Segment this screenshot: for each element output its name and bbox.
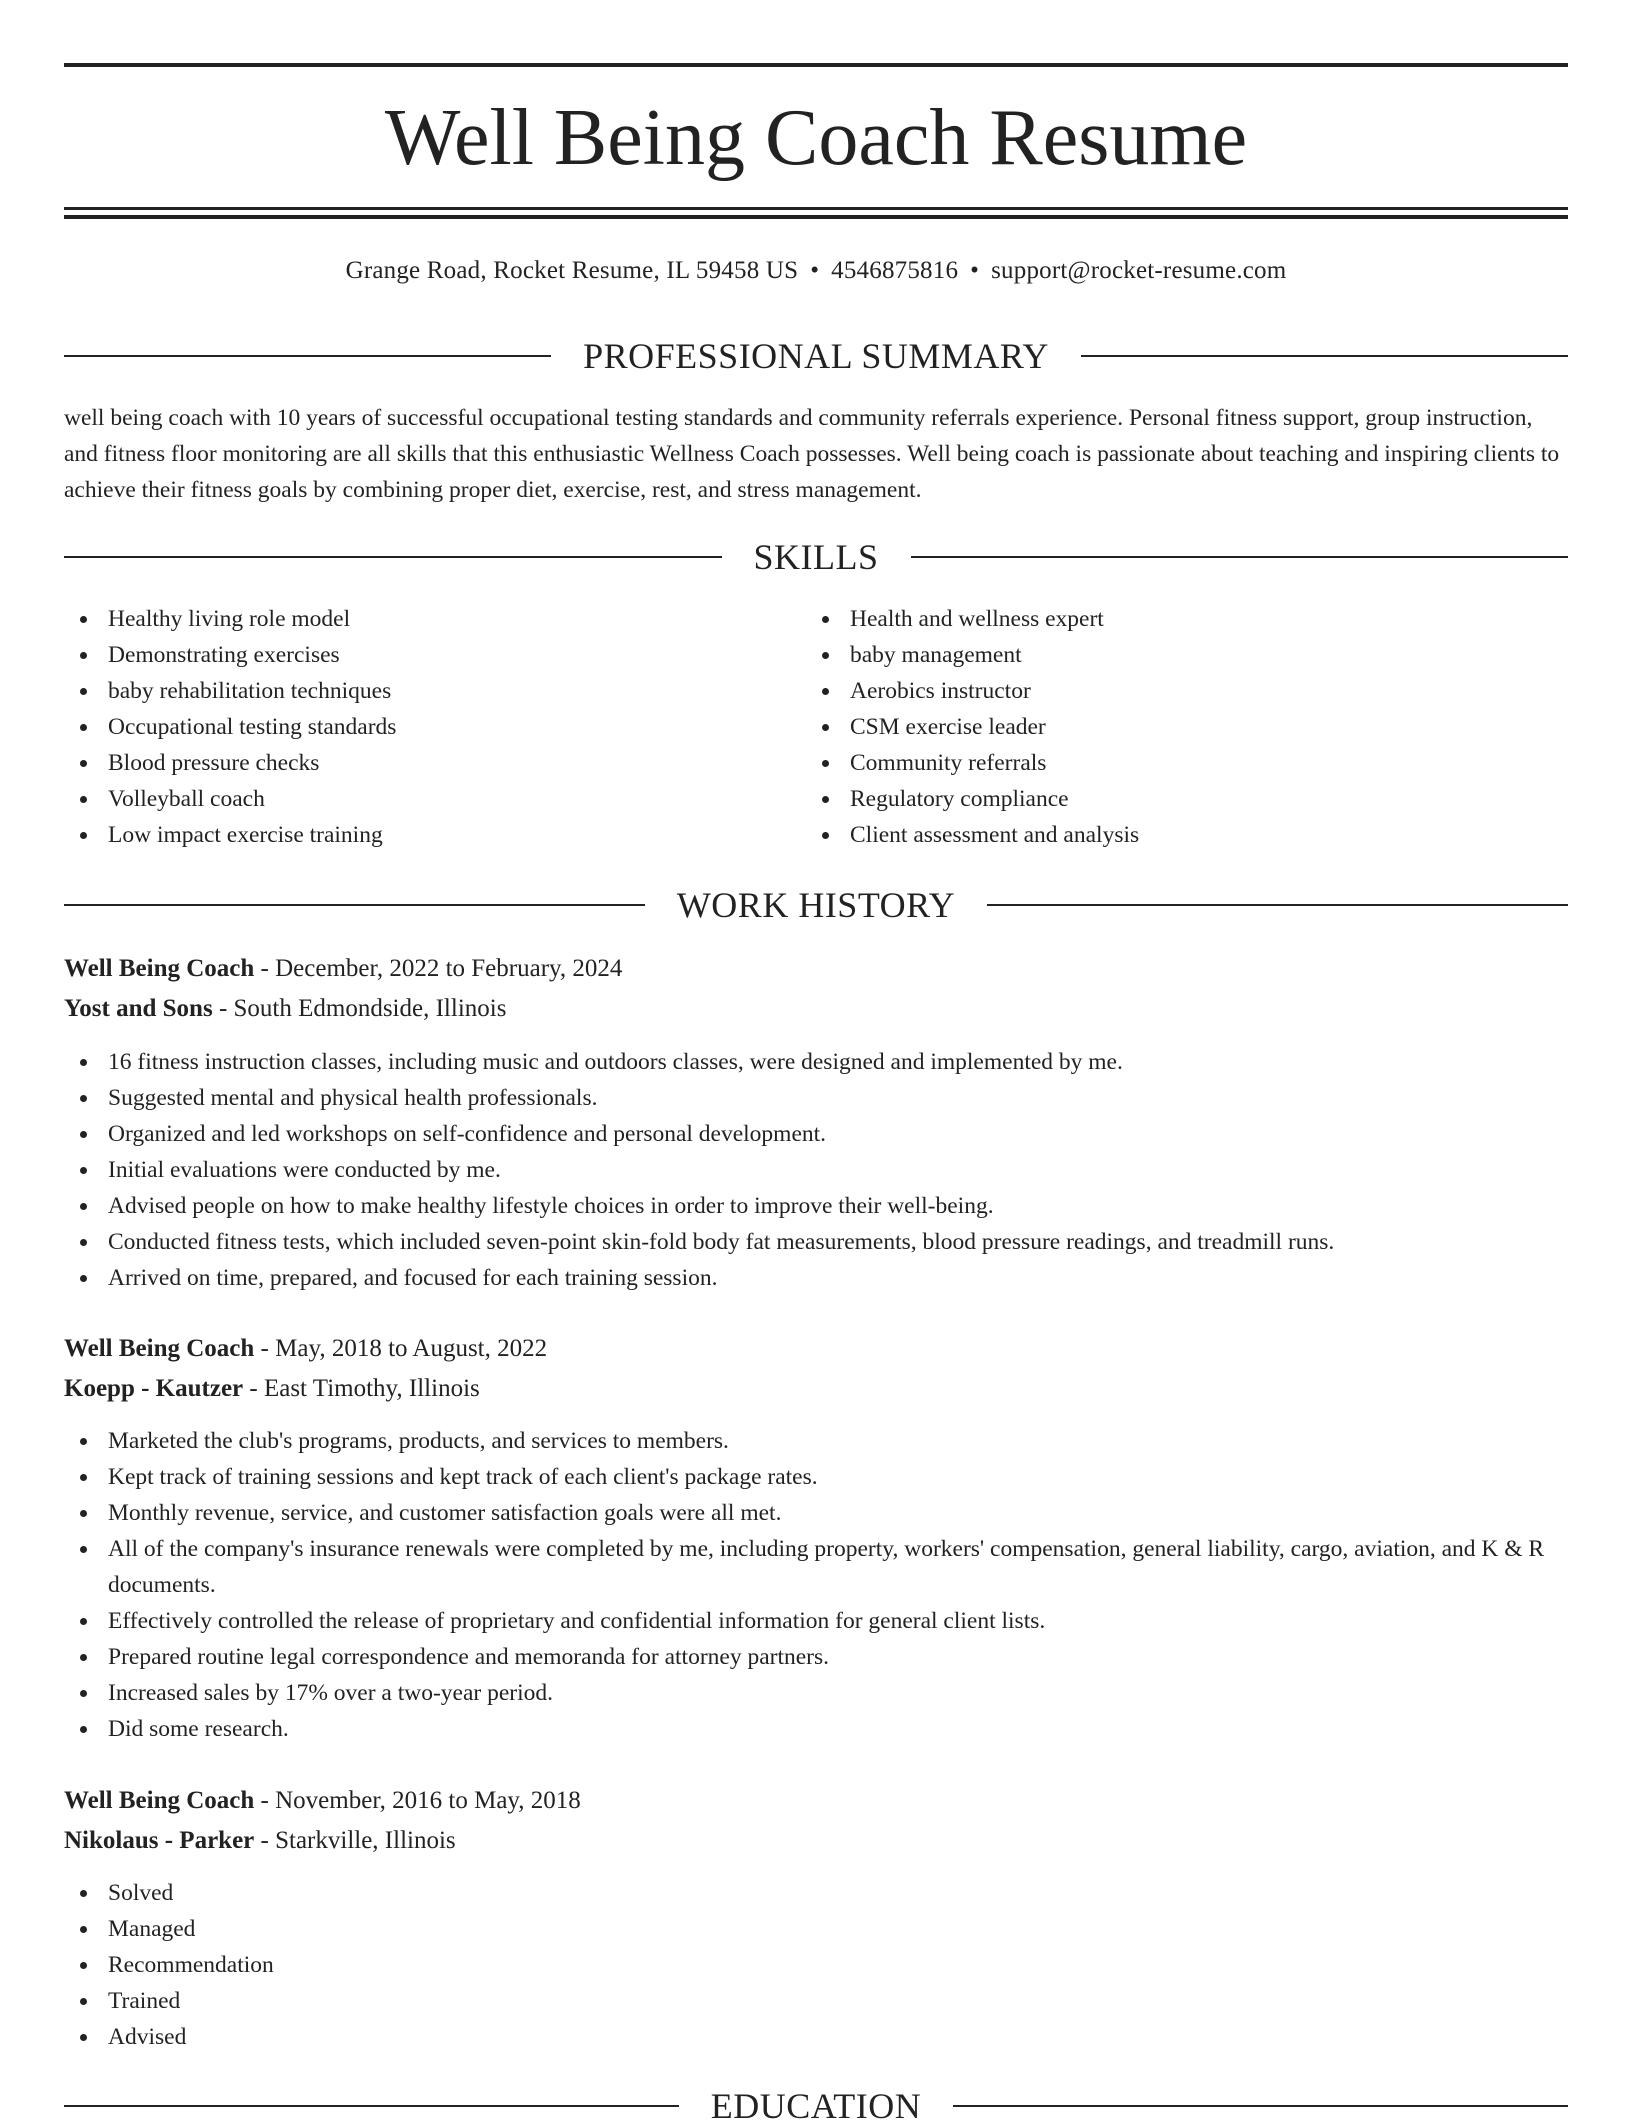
list-item: All of the company's insurance renewals were completed by me, including property, workers' compensation, general liability, cargo, aviation, and K & R documents. bbox=[64, 1531, 1568, 1603]
list-item: Blood pressure checks bbox=[64, 745, 804, 781]
contact-address: Grange Road, Rocket Resume, IL 59458 US bbox=[345, 257, 799, 284]
job-company-line bbox=[64, 990, 1568, 1028]
list-item: Arrived on time, prepared, and focused for each training session. bbox=[64, 1260, 1568, 1296]
job-company: Nikolaus - Parker bbox=[64, 1827, 255, 1854]
job-title: Well Being Coach bbox=[64, 1335, 255, 1362]
top-rule bbox=[64, 63, 1568, 67]
list-item: Occupational testing standards bbox=[64, 709, 804, 745]
list-item: Client assessment and analysis bbox=[806, 817, 1546, 853]
section-header-skills bbox=[64, 535, 1568, 579]
list-item: baby rehabilitation techniques bbox=[64, 673, 804, 709]
list-item: Demonstrating exercises bbox=[64, 637, 804, 673]
list-item: Initial evaluations were conducted by me. bbox=[64, 1152, 1568, 1188]
list-item: Solved bbox=[64, 1875, 1568, 1911]
list-item: Organized and led workshops on self-confidence and personal development. bbox=[64, 1116, 1568, 1152]
job-title: Well Being Coach bbox=[64, 1787, 255, 1814]
job-company: Yost and Sons bbox=[64, 995, 213, 1022]
summary-text: well being coach with 10 years of successful occupational testing standards and community referrals experience. Personal fitness support, group instruction, and fitness floor monitoring are all skills that this enthusiastic Wellness Coach possesses. Well being coach is passionate about teaching and inspiring clients to achieve their fitness goals by combining proper diet, exercise, rest, and stress management. bbox=[64, 405, 1560, 503]
list-item: baby management bbox=[806, 637, 1546, 673]
section-rule bbox=[64, 355, 551, 357]
list-item: Healthy living role model bbox=[64, 601, 804, 637]
section-rule bbox=[911, 556, 1569, 558]
list-item: Advised bbox=[64, 2019, 1568, 2055]
contact-separator: • bbox=[970, 257, 980, 284]
list-item: Community referrals bbox=[806, 745, 1546, 781]
section-rule bbox=[1081, 355, 1568, 357]
section-rule bbox=[953, 2105, 1568, 2107]
contact-email: support@rocket-resume.com bbox=[991, 257, 1287, 284]
job-title-line bbox=[64, 1330, 1568, 1368]
job-bullets bbox=[64, 1875, 1568, 2055]
list-item: Health and wellness expert bbox=[806, 601, 1546, 637]
list-item: Prepared routine legal correspondence and memoranda for attorney partners. bbox=[64, 1639, 1568, 1675]
section-title-summary: PROFESSIONAL SUMMARY bbox=[583, 336, 1049, 376]
job-company-line bbox=[64, 1822, 1568, 1860]
list-item: Trained bbox=[64, 1983, 1568, 2019]
section-header-summary bbox=[64, 334, 1568, 378]
list-item: Regulatory compliance bbox=[806, 781, 1546, 817]
list-item: Marketed the club's programs, products, and services to members. bbox=[64, 1423, 1568, 1459]
job-company-line bbox=[64, 1370, 1568, 1408]
list-item: Conducted fitness tests, which included seven-point skin-fold body fat measurements, blood pressure readings, and treadmill runs. bbox=[64, 1224, 1568, 1260]
skills-list-left bbox=[64, 601, 804, 853]
section-rule bbox=[64, 556, 722, 558]
job-bullets bbox=[64, 1423, 1568, 1747]
list-item: Monthly revenue, service, and customer satisfaction goals were all met. bbox=[64, 1495, 1568, 1531]
job-dates: - December, 2022 to February, 2024 bbox=[254, 955, 623, 982]
skills-list-right bbox=[806, 601, 1546, 853]
list-item: Managed bbox=[64, 1911, 1568, 1947]
title-rule-lower bbox=[64, 215, 1568, 219]
list-item: Increased sales by 17% over a two-year period. bbox=[64, 1675, 1568, 1711]
job-title-line bbox=[64, 950, 1568, 988]
title-rule-upper bbox=[64, 207, 1568, 210]
section-rule bbox=[64, 2105, 679, 2107]
job-company: Koepp - Kautzer bbox=[64, 1375, 244, 1402]
list-item: Did some research. bbox=[64, 1711, 1568, 1747]
section-title-work: WORK HISTORY bbox=[676, 885, 956, 925]
contact-line bbox=[64, 253, 1568, 289]
contact-phone: 4546875816 bbox=[831, 257, 959, 284]
contact-separator: • bbox=[810, 257, 820, 284]
page-title: Well Being Coach Resume bbox=[384, 94, 1248, 182]
job-title-line bbox=[64, 1782, 1568, 1820]
list-item: Effectively controlled the release of proprietary and confidential information for general client lists. bbox=[64, 1603, 1568, 1639]
section-header-work bbox=[64, 883, 1568, 927]
list-item: Kept track of training sessions and kept track of each client's package rates. bbox=[64, 1459, 1568, 1495]
list-item: Volleyball coach bbox=[64, 781, 804, 817]
section-title-skills: SKILLS bbox=[753, 537, 879, 577]
job-location: - Starkville, Illinois bbox=[254, 1827, 456, 1854]
job-location: - South Edmondside, Illinois bbox=[212, 995, 507, 1022]
job-dates: - November, 2016 to May, 2018 bbox=[254, 1787, 581, 1814]
list-item: 16 fitness instruction classes, including music and outdoors classes, were designed and implemented by me. bbox=[64, 1044, 1568, 1080]
job-bullets bbox=[64, 1044, 1568, 1296]
job-title: Well Being Coach bbox=[64, 955, 255, 982]
section-header-education bbox=[64, 2084, 1568, 2128]
section-title-education: EDUCATION bbox=[710, 2086, 922, 2126]
list-item: Suggested mental and physical health professionals. bbox=[64, 1080, 1568, 1116]
section-rule bbox=[64, 904, 645, 906]
list-item: Recommendation bbox=[64, 1947, 1568, 1983]
list-item: Low impact exercise training bbox=[64, 817, 804, 853]
list-item: Advised people on how to make healthy lifestyle choices in order to improve their well-being. bbox=[64, 1188, 1568, 1224]
section-rule bbox=[987, 904, 1568, 906]
list-item: Aerobics instructor bbox=[806, 673, 1546, 709]
list-item: CSM exercise leader bbox=[806, 709, 1546, 745]
job-dates: - May, 2018 to August, 2022 bbox=[254, 1335, 548, 1362]
job-location: - East Timothy, Illinois bbox=[243, 1375, 480, 1402]
